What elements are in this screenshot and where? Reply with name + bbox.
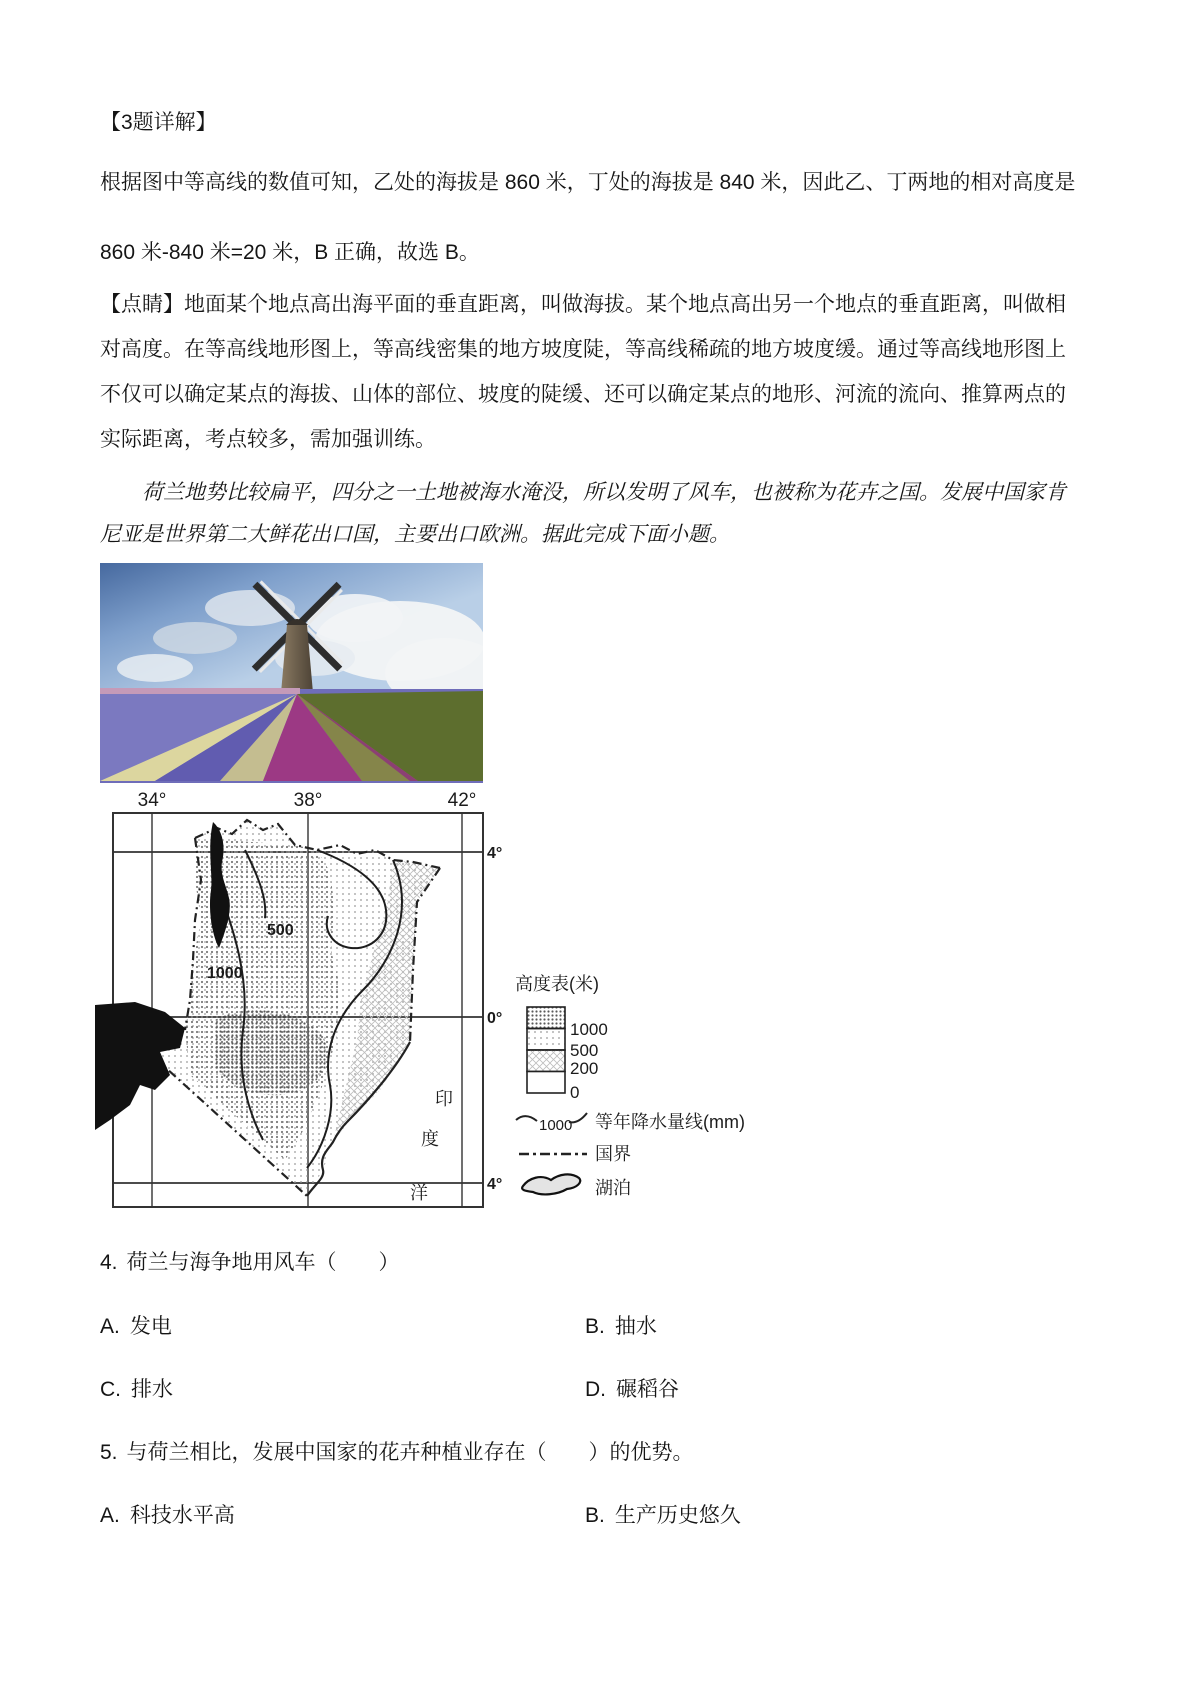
isoline-label-1000: 1000 (207, 965, 243, 982)
ocean-label-char2: 度 (421, 1129, 439, 1149)
lat-label-4n: 4° (487, 845, 503, 862)
map-legend (515, 974, 745, 1198)
q4-option-b (585, 1310, 657, 1340)
legend-lake-symbol (522, 1174, 580, 1194)
tip-line: 实际距离，考点较多，需加强训练。 (100, 428, 436, 451)
stimulus-line: 荷兰地势比较扁平，四分之一土地被海水淹没，所以发明了风车，也被称为花卉之国。发展中国家肯 (100, 481, 1066, 504)
legend-tick-1000: 1000 (570, 1020, 608, 1039)
q5-option-a-text: 科技水平高 (129, 1504, 235, 1527)
ocean-label-char3: 洋 (410, 1183, 428, 1203)
ocean-label-char1: 印 (435, 1089, 453, 1109)
q4-option-c-text: 排水 (131, 1378, 173, 1401)
question-5-text: 与荷兰相比，发展中国家的花卉种植业存在（ ）的优势。 (126, 1441, 694, 1464)
legend-tick-0: 0 (570, 1083, 580, 1102)
q4-option-d (585, 1373, 679, 1403)
q4-option-b-text: 抽水 (614, 1315, 657, 1338)
question-5-number: 5. (100, 1441, 118, 1464)
q5-option-a (100, 1499, 235, 1529)
lon-label-34: 34° (137, 790, 167, 811)
q5-option-b (585, 1499, 741, 1529)
stimulus-line: 尼亚是世界第二大鲜花出口国，主要出口欧洲。据此完成下面小题。 (100, 523, 730, 546)
q4-option-a-text: 发电 (129, 1315, 172, 1338)
question-4 (100, 1246, 400, 1276)
tip-line: 不仅可以确定某点的海拔、山体的部位、坡度的陡缓、还可以确定某点的地形、河流的流向、推算两点的 (100, 383, 1066, 406)
legend-height-title: 高度表(米) (515, 974, 599, 994)
question-5 (100, 1436, 694, 1466)
q4-option-c-label: C. (100, 1378, 121, 1401)
legend-isohyet-value: 1000 (539, 1117, 573, 1134)
isoline-label-500: 500 (267, 922, 294, 939)
kenya-map (95, 790, 785, 1215)
lon-label-38: 38° (293, 790, 323, 811)
lon-label-42: 42° (447, 790, 477, 811)
flower-field (100, 688, 483, 783)
legend-isohyet-label: 等年降水量线(mm) (595, 1112, 745, 1132)
kenya-map-figure (95, 790, 785, 1215)
q4-option-d-label: D. (585, 1378, 606, 1401)
legend-tick-200: 200 (570, 1059, 599, 1078)
body-line: 860 米-840 米=20 米，B 正确，故选 B。 (100, 241, 480, 264)
section-heading: 【3题详解】 (100, 111, 217, 134)
q5-option-b-label: B. (585, 1504, 605, 1527)
question-4-number: 4. (100, 1251, 118, 1274)
lat-label-0: 0° (487, 1010, 503, 1027)
q5-option-a-label: A. (100, 1504, 120, 1527)
q4-option-a (100, 1310, 172, 1340)
q4-option-c (100, 1373, 173, 1403)
legend-lake-label: 湖泊 (595, 1178, 631, 1198)
tip-line: 对高度。在等高线地形图上，等高线密集的地方坡度陡，等高线稀疏的地方坡度缓。通过等高线地形图上 (100, 338, 1066, 361)
body-line: 根据图中等高线的数值可知，乙处的海拔是 860 米，丁处的海拔是 840 米，因此乙、丁两地的相对高度是 (100, 171, 1076, 194)
windmill-photo (100, 563, 483, 783)
question-4-text: 荷兰与海争地用风车（ ） (126, 1251, 400, 1274)
legend-border-label: 国界 (595, 1144, 631, 1164)
legend-tick-500: 500 (570, 1041, 599, 1060)
q5-option-b-text: 生产历史悠久 (614, 1504, 741, 1527)
q4-option-d-text: 碾稻谷 (616, 1378, 679, 1401)
kenya-shading (155, 820, 440, 1196)
tip-line: 【点睛】地面某个地点高出海平面的垂直距离，叫做海拔。某个地点高出另一个地点的垂直距离，叫做相 (100, 293, 1066, 316)
lat-label-4s: 4° (487, 1176, 503, 1193)
windmill-photo-art (100, 563, 483, 783)
q4-option-a-label: A. (100, 1315, 120, 1338)
q4-option-b-label: B. (585, 1315, 605, 1338)
